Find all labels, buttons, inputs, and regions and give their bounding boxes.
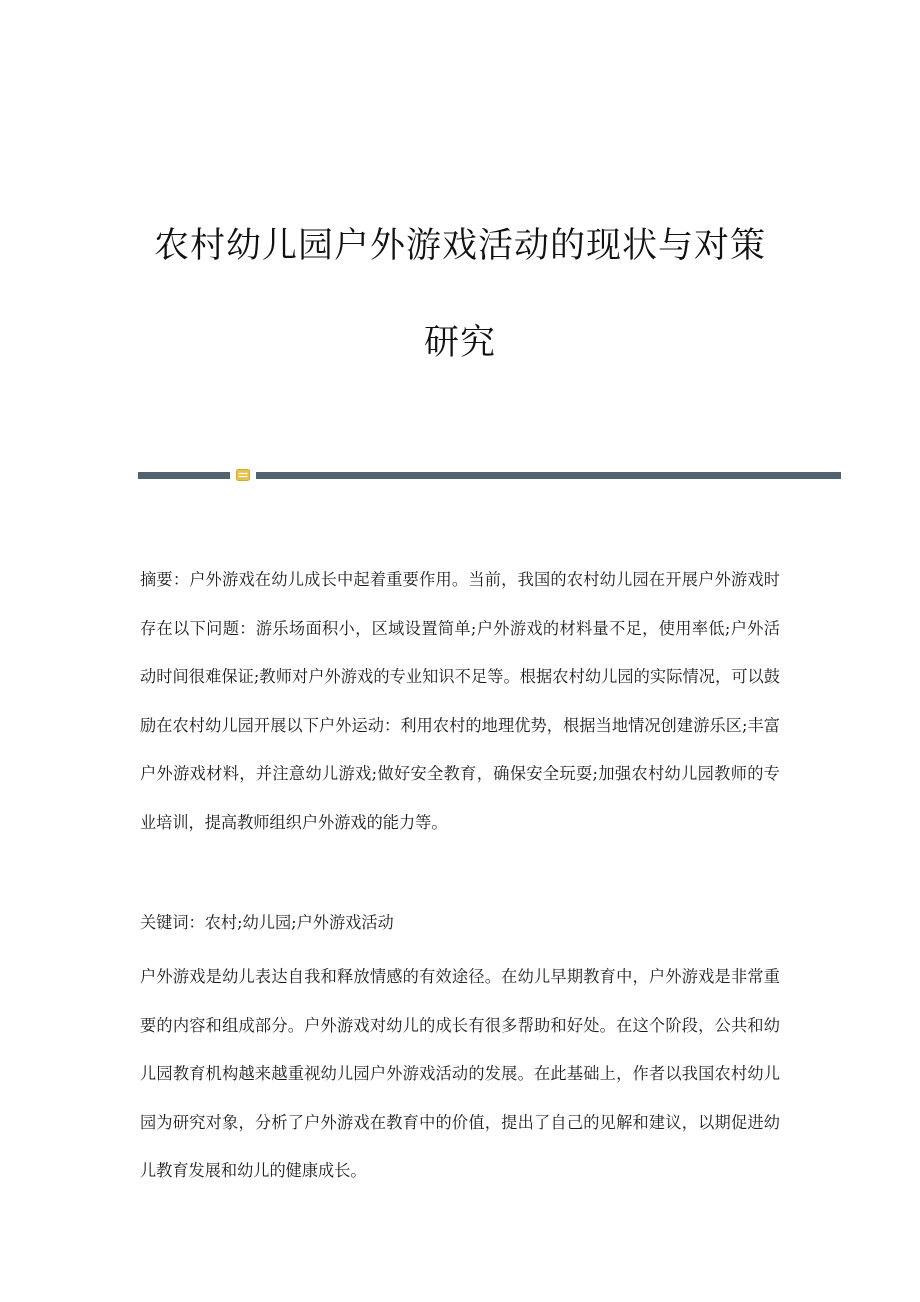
keywords-label: 关键词： [140, 913, 205, 932]
abstract-label: 摘要： [140, 570, 190, 589]
divider-bar-right [256, 472, 841, 479]
title-line-2: 研究 [423, 323, 496, 363]
abstract-paragraph [140, 556, 780, 848]
intro-paragraph: 户外游戏是幼儿表达自我和释放情感的有效途径。在幼儿早期教育中，户外游戏是非常重要的内容和组成部分。户外游戏对幼儿的成长有很多帮助和好处。在这个阶段，公共和幼儿园教育机构越来越重视幼儿园户外游戏活动的发展。在此基础上，作者以我国农村幼儿园为研究对象，分析了户外游戏在教育中的价值，提出了自己的见解和建议，以期促进幼儿教育发展和幼儿的健康成长。 [140, 967, 780, 1181]
divider-bar-left [138, 472, 230, 479]
decorative-emblem-icon [236, 469, 250, 481]
title-line-1: 农村幼儿园户外游戏活动的现状与对策 [153, 226, 766, 266]
title-divider [138, 468, 841, 482]
abstract-text: 户外游戏在幼儿成长中起着重要作用。当前，我国的农村幼儿园在开展户外游戏时存在以下问题：游乐场面积小，区域设置简单;户外游戏的材料量不足，使用率低;户外活动时间很难保证;教师对户外游戏的专业知识不足等。根据农村幼儿园的实际情况，可以鼓励在农村幼儿园开展以下户外运动：利用农村的地理优势，根据当地情况创建游乐区;丰富户外游戏材料，并注意幼儿游戏;做好安全教育，确保安全玩耍;加强农村幼儿园教师的专业培训，提高教师组织户外游戏的能力等。 [140, 570, 780, 832]
keywords-text: 农村;幼儿园;户外游戏活动 [204, 913, 394, 932]
keywords-paragraph [140, 899, 780, 948]
